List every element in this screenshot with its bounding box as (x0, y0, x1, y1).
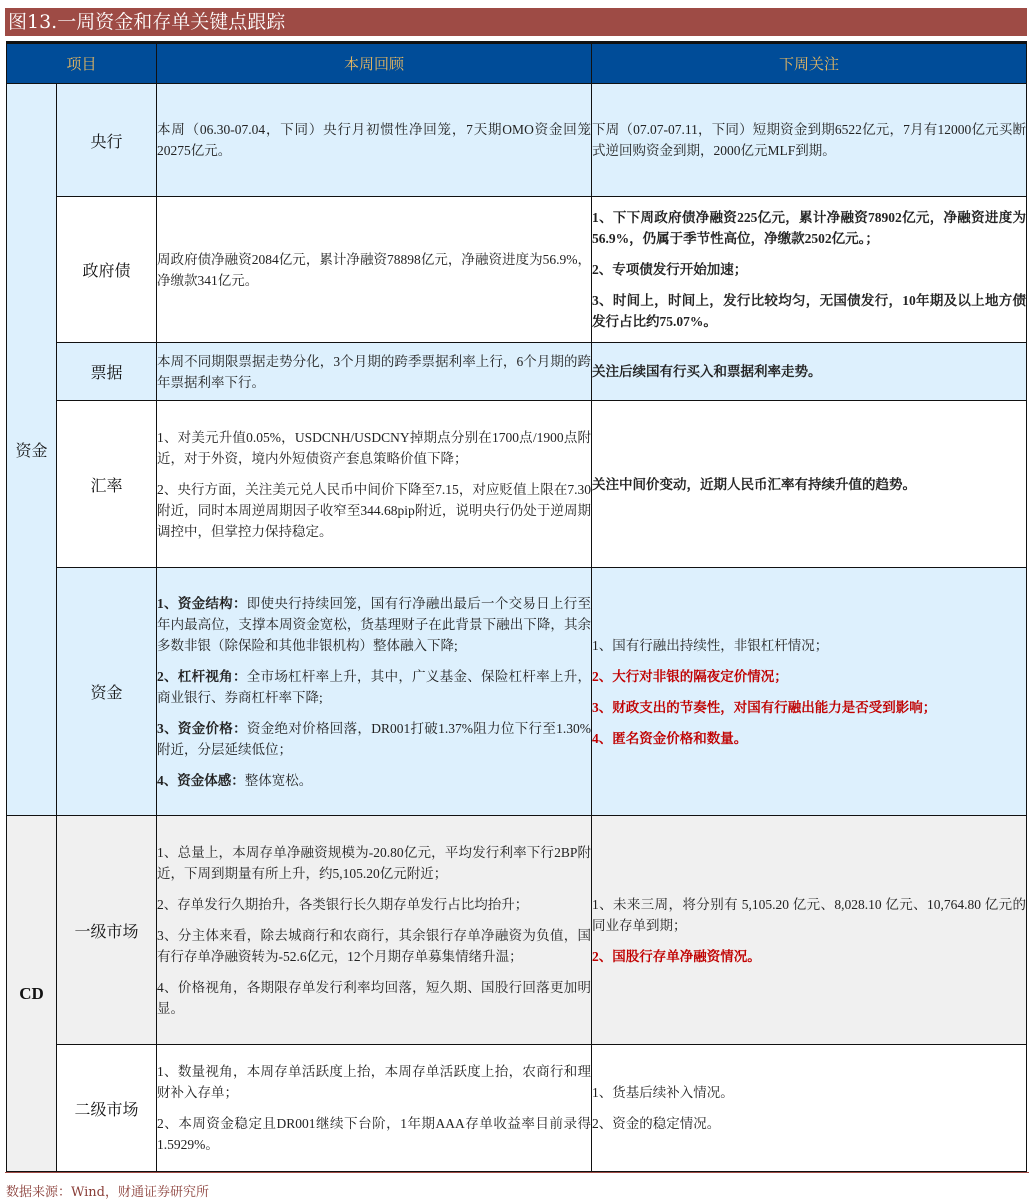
header-item: 项目 (7, 43, 157, 84)
row-label: 汇率 (57, 401, 157, 568)
row-label: 政府债 (57, 197, 157, 343)
review-cell: 本周不同期限票据走势分化，3个月期的跨季票据利率上行，6个月期的跨年票据利率下行。 (157, 343, 592, 401)
header-review: 本周回顾 (157, 43, 592, 84)
row-label: 央行 (57, 84, 157, 197)
table-row-fx (7, 401, 1027, 568)
review-cell: 1、对美元升值0.05%，USDCNH/USDCNY掉期点分别在1700点/1900点附近，对于外资，境内外短债资产套息策略价值下降； 2、央行方面，关注美元兑人民币中间价下降至7.15，对应贬值上限在7.30附近，同时本周逆周期因子收窄至344.68pip附近，说明央行仍处于逆周期调控中，但掌控力保持稳定。 (157, 401, 592, 568)
row-label: 资金 (57, 568, 157, 816)
group-label-funds: 资金 (7, 84, 57, 816)
focus-cell: 1、货基后续补入情况。 2、资金的稳定情况。 (592, 1045, 1027, 1172)
review-cell: 1、数量视角，本周存单活跃度上抬，本周存单活跃度上抬，农商行和理财补入存单； 2、本周资金稳定且DR001继续下台阶，1年期AAA存单收益率目前录得1.5929%。 (157, 1045, 592, 1172)
focus-cell: 1、下下周政府债净融资225亿元，累计净融资78902亿元，净融资进度为56.9%，仍属于季节性高位，净缴款2502亿元。； 2、专项债发行开始加速； 3、时间上，时间上，发行比较均匀，无国债发行，10年期及以上地方债发行占比约75.07%。 (592, 197, 1027, 343)
table-row-gov-bond (7, 197, 1027, 343)
figure-title: 图13.一周资金和存单关键点跟踪 (5, 8, 1027, 36)
data-source-note: 数据来源：Wind，财通证券研究所 (6, 1185, 209, 1200)
focus-cell: 下周（07.07-07.11，下同）短期资金到期6522亿元，7月有12000亿元买断式逆回购资金到期，2000亿元MLF到期。 (592, 84, 1027, 197)
tracking-table (6, 41, 1027, 1172)
row-label: 票据 (57, 343, 157, 401)
table-row-secondary-market (7, 1045, 1027, 1172)
focus-cell: 1、国有行融出持续性，非银杠杆情况； 2、大行对非银的隔夜定价情况； 3、财政支出的节奏性，对国有行融出能力是否受到影响； 4、匿名资金价格和数量。 (592, 568, 1027, 816)
focus-cell: 关注后续国有行买入和票据利率走势。 (592, 343, 1027, 401)
table-row-central-bank (7, 84, 1027, 197)
row-label: 二级市场 (57, 1045, 157, 1172)
review-cell: 本周（06.30-07.04，下同）央行月初惯性净回笼，7天期OMO资金回笼20275亿元。 (157, 84, 592, 197)
review-cell: 1、资金结构：即使央行持续回笼，国有行净融出最后一个交易日上行至年内最高位，支撑本周资金宽松，货基理财子在此背景下融出下降，其余多数非银（除保险和其他非银机构）整体融入下降; 2、杠杆视角：全市场杠杆率上升，其中，广义基金、保险杠杆率上升，商业银行、券商杠杆率下降; 3、资金价格：资金绝对价格回落，DR001打破1.37%阻力位下行至1.30%附近，分层延续低位； 4、资金体感：整体宽松。 (157, 568, 592, 816)
row-label: 一级市场 (57, 816, 157, 1045)
focus-cell: 1、未来三周，将分别有 5,105.20 亿元、8,028.10 亿元、10,764.80 亿元的同业存单到期； 2、国股行存单净融资情况。 (592, 816, 1027, 1045)
review-cell: 周政府债净融资2084亿元，累计净融资78898亿元，净融资进度为56.9%，净缴款341亿元。 (157, 197, 592, 343)
review-cell: 1、总量上，本周存单净融资规模为-20.80亿元，平均发行利率下行2BP附近，下周到期量有所上升，约5,105.20亿元附近； 2、存单发行久期抬升，各类银行长久期存单发行占比均抬升； 3、分主体来看，除去城商行和农商行，其余银行存单净融资为负值，国有行存单净融资转为-52.6亿元，12个月期存单募集情绪升温； 4、价格视角，各期限存单发行利率均回落，短久期、国股行回落更加明显。 (157, 816, 592, 1045)
footer-divider (5, 1172, 1029, 1173)
header-focus: 下周关注 (592, 43, 1027, 84)
table-row-primary-market (7, 816, 1027, 1045)
group-label-cd: CD (7, 816, 57, 1172)
table-row-bills (7, 343, 1027, 401)
table-row-funding (7, 568, 1027, 816)
focus-cell: 关注中间价变动，近期人民币汇率有持续升值的趋势。 (592, 401, 1027, 568)
table-header-row (7, 43, 1027, 84)
